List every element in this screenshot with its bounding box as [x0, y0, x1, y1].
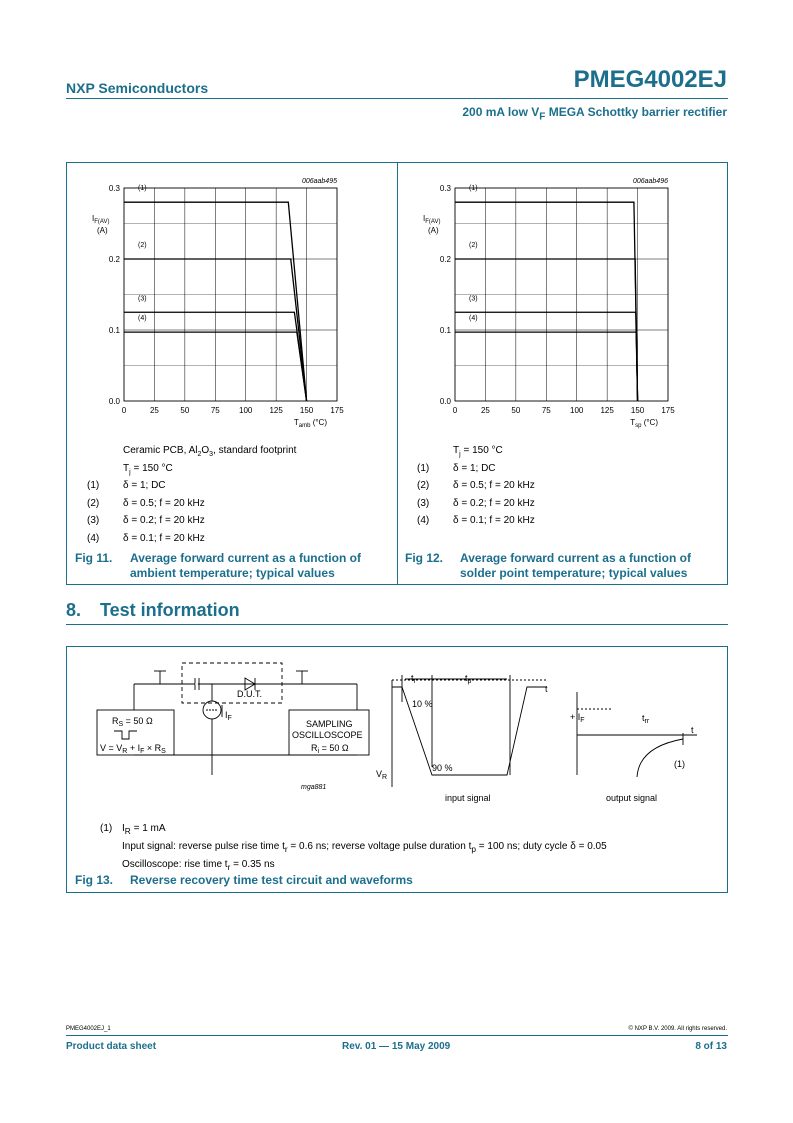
- footer-rule: [66, 1035, 728, 1036]
- legend-text: δ = 1; DC: [453, 462, 496, 474]
- t-label-output: t: [691, 725, 694, 735]
- y-axis-unit: (A): [428, 226, 439, 235]
- y-tick-label: 0.3: [108, 184, 120, 193]
- fig13-number: Fig 13.: [75, 873, 114, 887]
- fig11-caption-line2: ambient temperature; typical values: [130, 566, 335, 580]
- note-key: (1): [100, 823, 113, 834]
- oscilloscope-label: OSCILLOSCOPE: [292, 730, 363, 740]
- note-text: Input signal: reverse pulse rise time $t_r = 0.6$ ns; reverse voltage pulse duration $t_p = 100$ ns; duty cycle δ = 0.05: [122, 841, 607, 854]
- fig11-legend-intro: Ceramic PCB, $Al_2O_3$, standard footprint: [123, 445, 297, 458]
- p90-label: 90 %: [432, 763, 453, 773]
- x-tick-label: 125: [269, 406, 283, 415]
- if-label: $I_F$: [225, 710, 232, 722]
- legend-key: (4): [87, 532, 100, 544]
- fig11-caption-line1: Average forward current as a function of: [130, 551, 361, 565]
- section-heading: [66, 600, 240, 621]
- output-signal-label: output signal: [606, 793, 658, 803]
- document-subtitle: 200 mA low $V_F$ MEGA Schottky barrier rectifier: [462, 105, 727, 123]
- y-tick-label: 0.2: [108, 255, 120, 264]
- x-axis-title: $T_{sp}$ (°C): [630, 418, 658, 429]
- note-text: $I_R = 1$ mA: [122, 823, 166, 836]
- pulse-symbol: [114, 731, 137, 739]
- footer-doc-id: PMEG4002EJ_1: [66, 1026, 111, 1032]
- y-tick-label: 0.2: [439, 255, 451, 264]
- legend-key: (4): [417, 515, 430, 526]
- series-label: (4): [138, 315, 147, 323]
- x-tick-label: 0: [452, 406, 458, 415]
- chart-fig12: [398, 163, 726, 433]
- x-tick-label: 100: [239, 406, 253, 415]
- rs-label: $R_S = 50$ Ω: [112, 716, 153, 728]
- series-label: (2): [138, 242, 147, 249]
- fig11-legend: [87, 442, 387, 547]
- dut-label: D.U.T.: [237, 689, 263, 699]
- legend-text: δ = 1; DC: [123, 480, 166, 491]
- fig13-caption: [75, 873, 715, 889]
- x-tick-label: 75: [541, 406, 551, 415]
- note-1-marker: (1): [674, 759, 685, 769]
- x-tick-label: 0: [121, 406, 127, 415]
- y-axis-unit: (A): [97, 226, 108, 235]
- legend-text: δ = 0.2; f = 20 kHz: [453, 497, 535, 509]
- x-tick-label: 25: [149, 406, 159, 415]
- legend-text: δ = 0.2; f = 20 kHz: [123, 515, 205, 526]
- y-tick-label: 0.1: [439, 326, 451, 335]
- p10-label: 10 %: [412, 699, 433, 709]
- x-tick-label: 175: [661, 406, 675, 415]
- fig11-caption: [75, 551, 395, 583]
- t-label-input: t: [545, 684, 548, 694]
- x-tick-label: 50: [180, 406, 190, 415]
- series-label: (1): [469, 185, 478, 193]
- legend-key: (2): [417, 480, 430, 491]
- plus-if-label: + $I_F$: [570, 712, 585, 724]
- x-tick-label: 75: [210, 406, 220, 415]
- fig11-legend-tj: $T_j = 150$ °C: [123, 462, 173, 476]
- fig13-diagram: [67, 647, 725, 812]
- fig12-legend: [417, 442, 717, 530]
- vsrc-label: $V = V_R + I_F \times R_S$: [100, 743, 166, 755]
- fig12-number: Fig 12.: [405, 551, 444, 565]
- y-tick-label: 0.3: [439, 184, 451, 193]
- input-signal-label: input signal: [445, 793, 491, 803]
- chart-fig11: [67, 163, 397, 433]
- fig11-number: Fig 11.: [75, 551, 113, 565]
- note-text: Oscilloscope: rise time $t_r = 0.35$ ns: [122, 859, 275, 872]
- figure-code: 006aab495: [301, 178, 337, 185]
- figure-code: 006aab496: [632, 178, 668, 185]
- fig13-code: mga881: [301, 784, 327, 791]
- y-tick-label: 0.0: [108, 397, 120, 406]
- y-tick-label: 0.0: [439, 397, 451, 406]
- trr-label: $t_{rr}$: [642, 713, 650, 725]
- footer-doc-type: Product data sheet: [66, 1041, 157, 1052]
- series-label: (3): [138, 295, 147, 303]
- series-label: (3): [469, 295, 478, 303]
- company-name: NXP Semiconductors: [66, 80, 209, 96]
- ri-label: $R_i = 50$ Ω: [311, 743, 349, 755]
- x-tick-label: 150: [299, 406, 314, 415]
- legend-text: δ = 0.1; f = 20 kHz: [453, 515, 535, 526]
- output-waveform: [637, 739, 683, 777]
- part-number: PMEG4002EJ: [573, 66, 727, 93]
- legend-key: (3): [417, 497, 430, 509]
- x-axis-title: $T_{amb}$ (°C): [293, 418, 327, 429]
- x-tick-label: 25: [480, 406, 490, 415]
- section-title: Test information: [100, 600, 240, 620]
- vr-label: $V_R$: [376, 769, 388, 781]
- x-tick-label: 100: [570, 406, 584, 415]
- x-tick-label: 150: [630, 406, 645, 415]
- series-label: (1): [138, 185, 147, 193]
- legend-text: δ = 0.5; f = 20 kHz: [453, 480, 535, 491]
- tp-label: $t_p$: [465, 673, 472, 685]
- series-label: (4): [469, 315, 478, 323]
- series-label: (2): [469, 242, 478, 249]
- dut-frame: [182, 663, 282, 703]
- fig12-legend-tj: $T_j = 150$ °C: [453, 445, 503, 458]
- x-tick-label: 175: [330, 406, 344, 415]
- footer-copyright: © NXP B.V. 2009. All rights reserved.: [628, 1026, 727, 1032]
- sampling-label: SAMPLING: [306, 719, 353, 729]
- fig12-caption-line1: Average forward current as a function of: [460, 551, 691, 565]
- legend-text: δ = 0.5; f = 20 kHz: [123, 497, 205, 509]
- header-rule: [66, 98, 728, 99]
- tr-label: $t_r$: [411, 673, 416, 685]
- section-rule: [66, 624, 728, 625]
- legend-key: (3): [87, 515, 100, 526]
- footer-revision: Rev. 01 — 15 May 2009: [342, 1041, 451, 1052]
- legend-key: (1): [417, 462, 430, 474]
- x-tick-label: 125: [600, 406, 614, 415]
- x-tick-label: 50: [511, 406, 521, 415]
- fig12-caption: [405, 551, 725, 583]
- section-number: 8.: [66, 600, 82, 620]
- y-axis-title: $I_{F(AV)}$: [423, 214, 441, 225]
- y-tick-label: 0.1: [108, 326, 120, 335]
- fig12-caption-line2: solder point temperature; typical values: [460, 566, 688, 580]
- legend-key: (1): [87, 480, 100, 491]
- legend-text: δ = 0.1; f = 20 kHz: [123, 532, 205, 544]
- legend-key: (2): [87, 497, 100, 509]
- footer-page: 8 of 13: [695, 1041, 727, 1052]
- fig13-caption-text: Reverse recovery time test circuit and waveforms: [130, 873, 413, 887]
- y-axis-title: $I_{F(AV)}$: [92, 214, 110, 225]
